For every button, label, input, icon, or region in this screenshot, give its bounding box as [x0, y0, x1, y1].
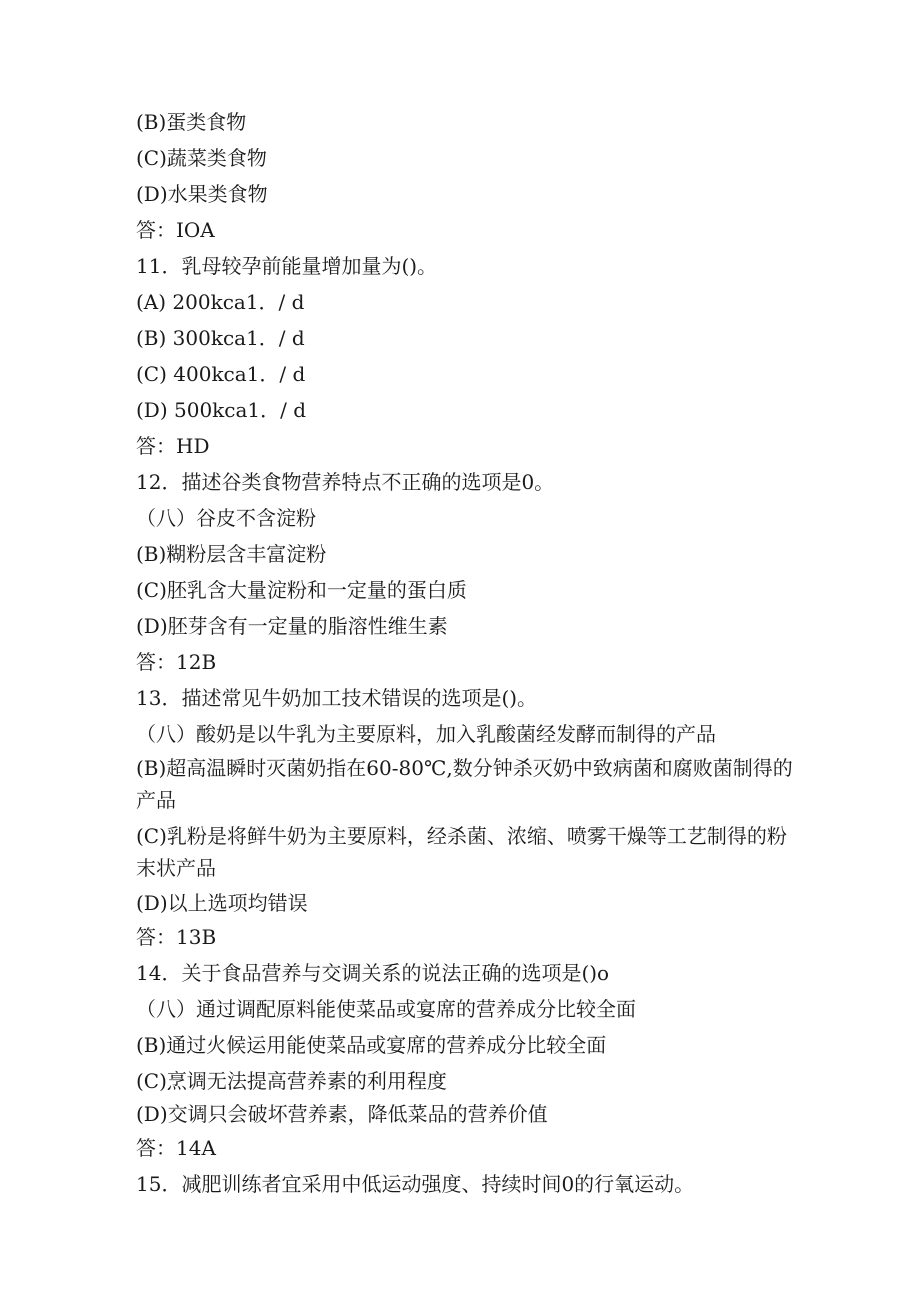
- option-line: (C)蔬菜类食物: [136, 146, 267, 170]
- answer-line: 答：12B: [136, 650, 217, 674]
- answer-line: 答：IOA: [136, 218, 215, 242]
- option-line: (B)蛋类食物: [136, 110, 247, 134]
- document-body: [136, 104, 796, 1202]
- option-line: (D)以上选项均错误: [136, 891, 308, 915]
- option-line: (C) 400kca1．/ d: [136, 362, 306, 386]
- question-line: 14．关于食品营养与交调关系的说法正确的选项是()o: [136, 961, 610, 985]
- option-line: (D) 500kca1．/ d: [136, 398, 307, 422]
- question-line: 11．乳母较孕前能量增加量为()。: [136, 254, 438, 278]
- question-line: 13．描述常见牛奶加工技术错误的选项是()。: [136, 686, 538, 710]
- question-line: 15．减肥训练者宜采用中低运动强度、持续时间0的行氧运动。: [136, 1172, 695, 1196]
- option-line: (B) 300kca1．/ d: [136, 326, 305, 350]
- question-line: 12．描述谷类食物营养特点不正确的选项是0。: [136, 470, 555, 494]
- option-line: (C)烹调无法提高营养素的利用程度: [136, 1069, 447, 1093]
- option-line: (B)通过火候运用能使菜品或宴席的营养成分比较全面: [136, 1033, 607, 1057]
- option-line: (C)胚乳含大量淀粉和一定量的蛋白质: [136, 578, 467, 602]
- option-line: （八）酸奶是以牛乳为主要原料，加入乳酸菌经发酵而制得的产品: [136, 722, 716, 746]
- option-line: (B)超高温瞬时灭菌奶指在60-80℃,数分钟杀灭奶中致病菌和腐败菌制得的产品: [136, 756, 793, 812]
- option-line: （八）通过调配原料能使菜品或宴席的营养成分比较全面: [136, 997, 636, 1021]
- option-line: (B)糊粉层含丰富淀粉: [136, 542, 327, 566]
- answer-line: 答：HD: [136, 434, 210, 458]
- option-line: (D)胚芽含有一定量的脂溶性维生素: [136, 614, 448, 638]
- answer-line: 答：14A: [136, 1136, 216, 1160]
- option-line: （八）谷皮不含淀粉: [136, 506, 316, 530]
- option-line: (C)乳粉是将鲜牛奶为主要原料，经杀菌、浓缩、喷雾干燥等工艺制得的粉末状产品: [136, 824, 787, 880]
- answer-line: 答：13B: [136, 925, 217, 949]
- option-line: (D)水果类食物: [136, 182, 268, 206]
- option-line: (A) 200kca1．/ d: [136, 290, 305, 314]
- option-line: (D)交调只会破坏营养素，降低菜品的营养价值: [136, 1102, 548, 1126]
